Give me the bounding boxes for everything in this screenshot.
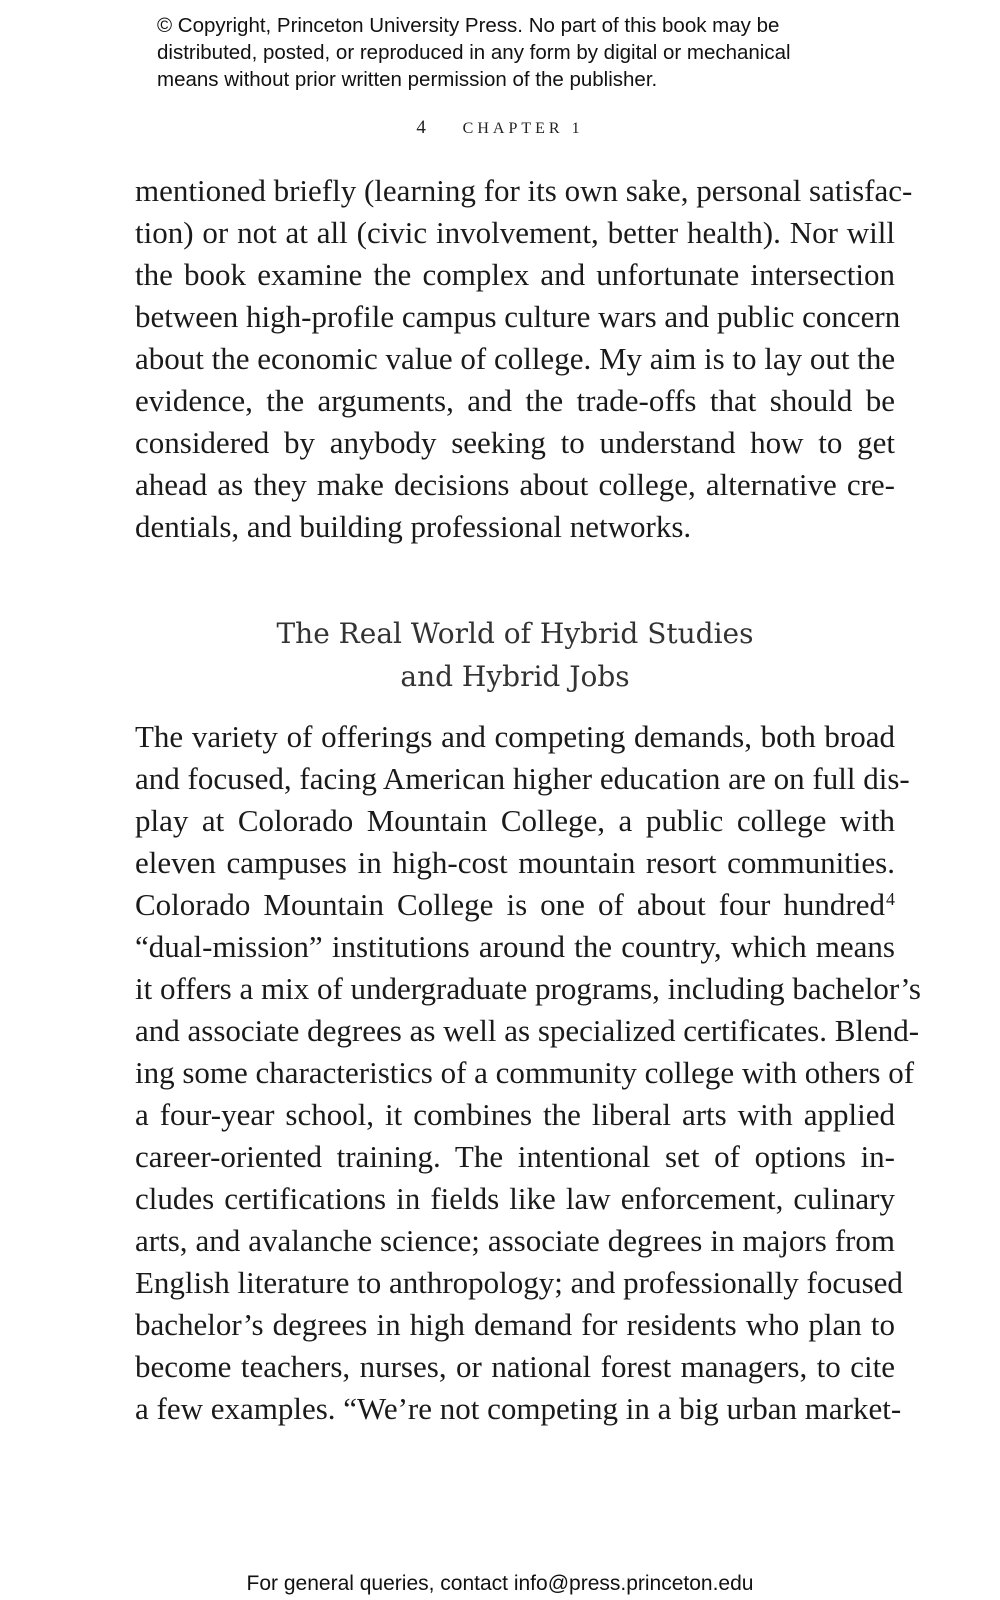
text-line: a few examples. “We’re not competing in a big urban market-	[135, 1391, 902, 1426]
copyright-line: © Copyright, Princeton University Press. No part of this book may be	[157, 14, 780, 37]
text-line: a four-year school, it combines the liberal arts with applied	[135, 1097, 895, 1132]
text-line: eleven campuses in high-cost mountain resort communities.	[135, 845, 895, 880]
text-line: bachelor’s degrees in high demand for residents who plan to	[135, 1307, 895, 1342]
text-line: and focused, facing American higher education are on full dis-	[135, 761, 910, 796]
text-line: about the economic value of college. My aim is to lay out the	[135, 341, 896, 376]
section-heading-line: and Hybrid Jobs	[400, 660, 630, 693]
text-line: considered by anybody seeking to understand how to get	[135, 425, 895, 460]
text-line-with-footnote	[135, 884, 895, 926]
footer-contact: For general queries, contact info@press.princeton.edu	[246, 1572, 754, 1595]
text-line: career-oriented training. The intentional set of options in-	[135, 1139, 895, 1174]
section-heading-line: The Real World of Hybrid Studies	[276, 617, 754, 650]
text-line: arts, and avalanche science; associate degrees in majors from	[135, 1223, 895, 1258]
footnote-reference[interactable]: 4	[886, 889, 895, 909]
page-number: 4	[416, 117, 429, 138]
text-line: cludes certifications in fields like law enforcement, culinary	[135, 1181, 895, 1216]
copyright-notice	[157, 12, 877, 93]
text-line: dentials, and building professional networks.	[135, 509, 692, 544]
text-line: evidence, the arguments, and the trade-offs that should be	[135, 383, 895, 418]
text-line: ahead as they make decisions about college, alternative cre-	[135, 467, 895, 502]
text-line: the book examine the complex and unfortunate intersection	[135, 257, 895, 292]
text-line: and associate degrees as well as specialized certificates. Blend-	[135, 1013, 920, 1048]
copyright-line: means without prior written permission of the publisher.	[157, 68, 658, 91]
text-line: between high-profile campus culture wars and public concern	[135, 299, 901, 334]
text-line: become teachers, nurses, or national forest managers, to cite	[135, 1349, 895, 1384]
text-line: mentioned briefly (learning for its own sake, personal satisfac-	[135, 173, 913, 208]
text-line-content: Colorado Mountain College is one of about four hundred	[135, 887, 885, 922]
text-line: ing some characteristics of a community college with others of	[135, 1055, 915, 1090]
body-paragraph-1	[135, 170, 913, 548]
text-line: “dual-mission” institutions around the country, which means	[135, 929, 895, 964]
text-line: The variety of offerings and competing demands, both broad	[135, 719, 895, 754]
section-heading	[0, 612, 1000, 698]
running-head	[0, 117, 1000, 139]
text-line: English literature to anthropology; and professionally focused	[135, 1265, 903, 1300]
chapter-label: CHAPTER 1	[462, 120, 584, 137]
text-line: it offers a mix of undergraduate programs, including bachelor’s	[135, 971, 921, 1006]
body-paragraph-2	[135, 716, 921, 1430]
text-line: tion) or not at all (civic involvement, better health). Nor will	[135, 215, 895, 250]
copyright-line: distributed, posted, or reproduced in any form by digital or mechanical	[157, 41, 791, 64]
text-line: play at Colorado Mountain College, a public college with	[135, 803, 895, 838]
